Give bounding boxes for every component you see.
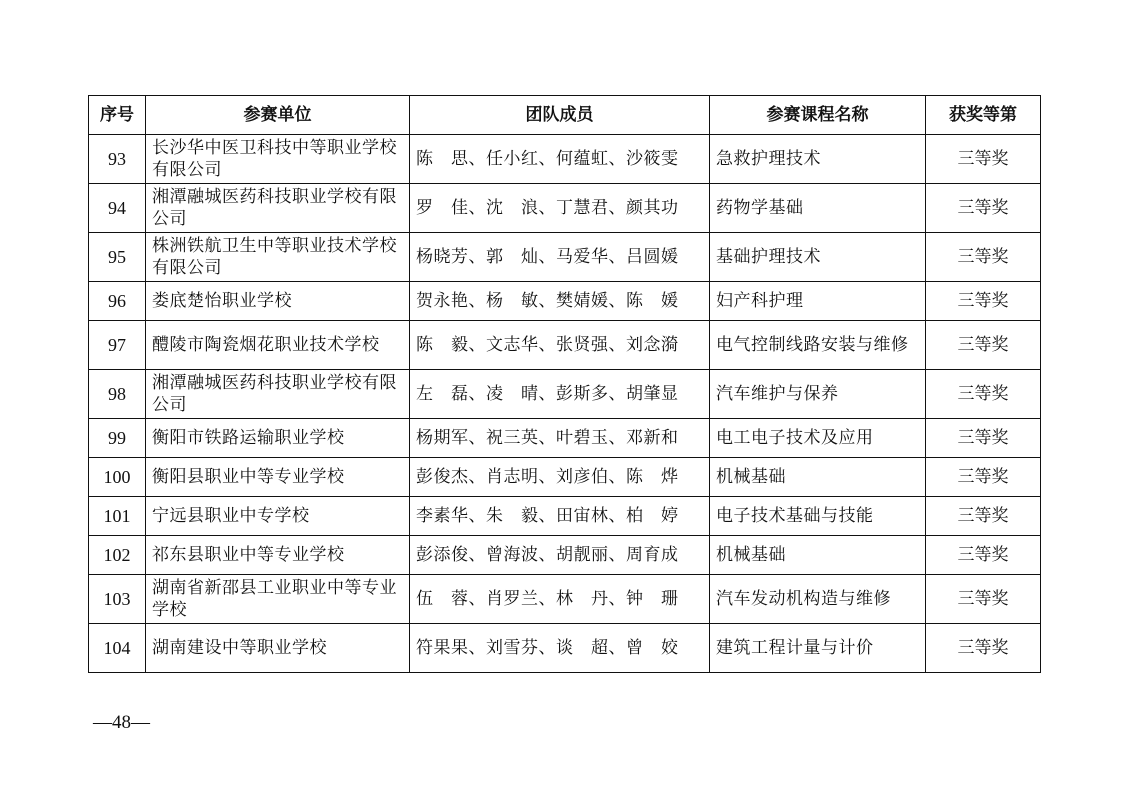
cell-unit: 衡阳市铁路运输职业学校 bbox=[146, 419, 410, 458]
table-row bbox=[89, 536, 1041, 575]
cell-unit: 宁远县职业中专学校 bbox=[146, 497, 410, 536]
table-row bbox=[89, 135, 1041, 184]
cell-team: 伍 蓉、肖罗兰、林 丹、钟 珊 bbox=[410, 575, 710, 624]
cell-no: 104 bbox=[89, 624, 146, 673]
cell-award: 三等奖 bbox=[926, 370, 1041, 419]
cell-team: 左 磊、凌 晴、彭斯多、胡肇显 bbox=[410, 370, 710, 419]
cell-team: 陈 毅、文志华、张贤强、刘念漪 bbox=[410, 321, 710, 370]
page-number: —48— bbox=[93, 712, 150, 733]
cell-team: 李素华、朱 毅、田宙林、柏 婷 bbox=[410, 497, 710, 536]
cell-unit: 湖南省新邵县工业职业中等专业学校 bbox=[146, 575, 410, 624]
cell-award: 三等奖 bbox=[926, 419, 1041, 458]
table-row bbox=[89, 624, 1041, 673]
cell-course: 急救护理技术 bbox=[710, 135, 926, 184]
cell-course: 电工电子技术及应用 bbox=[710, 419, 926, 458]
cell-unit: 长沙华中医卫科技中等职业学校有限公司 bbox=[146, 135, 410, 184]
cell-team: 彭添俊、曾海波、胡靓丽、周育成 bbox=[410, 536, 710, 575]
cell-award: 三等奖 bbox=[926, 233, 1041, 282]
cell-award: 三等奖 bbox=[926, 624, 1041, 673]
cell-unit: 湘潭融城医药科技职业学校有限公司 bbox=[146, 370, 410, 419]
table-row bbox=[89, 370, 1041, 419]
cell-no: 97 bbox=[89, 321, 146, 370]
cell-team: 杨期军、祝三英、叶碧玉、邓新和 bbox=[410, 419, 710, 458]
header-course: 参赛课程名称 bbox=[710, 96, 926, 135]
table-row bbox=[89, 575, 1041, 624]
cell-award: 三等奖 bbox=[926, 497, 1041, 536]
table-row bbox=[89, 184, 1041, 233]
cell-no: 94 bbox=[89, 184, 146, 233]
cell-course: 基础护理技术 bbox=[710, 233, 926, 282]
cell-no: 102 bbox=[89, 536, 146, 575]
cell-unit: 湘潭融城医药科技职业学校有限公司 bbox=[146, 184, 410, 233]
header-row bbox=[89, 96, 1041, 135]
cell-no: 99 bbox=[89, 419, 146, 458]
table-row bbox=[89, 497, 1041, 536]
header-team: 团队成员 bbox=[410, 96, 710, 135]
cell-unit: 祁东县职业中等专业学校 bbox=[146, 536, 410, 575]
cell-unit: 衡阳县职业中等专业学校 bbox=[146, 458, 410, 497]
cell-course: 汽车发动机构造与维修 bbox=[710, 575, 926, 624]
cell-course: 妇产科护理 bbox=[710, 282, 926, 321]
header-unit: 参赛单位 bbox=[146, 96, 410, 135]
cell-no: 101 bbox=[89, 497, 146, 536]
cell-no: 93 bbox=[89, 135, 146, 184]
table-body bbox=[89, 135, 1041, 673]
cell-course: 汽车维护与保养 bbox=[710, 370, 926, 419]
cell-course: 建筑工程计量与计价 bbox=[710, 624, 926, 673]
cell-award: 三等奖 bbox=[926, 458, 1041, 497]
award-table bbox=[88, 95, 1041, 673]
cell-no: 100 bbox=[89, 458, 146, 497]
cell-course: 机械基础 bbox=[710, 536, 926, 575]
cell-unit: 株洲铁航卫生中等职业技术学校有限公司 bbox=[146, 233, 410, 282]
cell-team: 符果果、刘雪芬、谈 超、曾 姣 bbox=[410, 624, 710, 673]
table-row bbox=[89, 282, 1041, 321]
cell-no: 98 bbox=[89, 370, 146, 419]
cell-course: 机械基础 bbox=[710, 458, 926, 497]
table-header bbox=[89, 96, 1041, 135]
cell-no: 95 bbox=[89, 233, 146, 282]
cell-unit: 娄底楚怡职业学校 bbox=[146, 282, 410, 321]
cell-unit: 湖南建设中等职业学校 bbox=[146, 624, 410, 673]
cell-team: 贺永艳、杨 敏、樊婧媛、陈 媛 bbox=[410, 282, 710, 321]
cell-course: 药物学基础 bbox=[710, 184, 926, 233]
cell-unit: 醴陵市陶瓷烟花职业技术学校 bbox=[146, 321, 410, 370]
table-row bbox=[89, 233, 1041, 282]
cell-course: 电子技术基础与技能 bbox=[710, 497, 926, 536]
table-row bbox=[89, 458, 1041, 497]
cell-award: 三等奖 bbox=[926, 321, 1041, 370]
cell-team: 杨晓芳、郭 灿、马爱华、吕圆媛 bbox=[410, 233, 710, 282]
header-award: 获奖等第 bbox=[926, 96, 1041, 135]
cell-award: 三等奖 bbox=[926, 575, 1041, 624]
cell-award: 三等奖 bbox=[926, 184, 1041, 233]
header-no: 序号 bbox=[89, 96, 146, 135]
cell-no: 96 bbox=[89, 282, 146, 321]
table-row bbox=[89, 419, 1041, 458]
cell-award: 三等奖 bbox=[926, 282, 1041, 321]
cell-no: 103 bbox=[89, 575, 146, 624]
cell-award: 三等奖 bbox=[926, 135, 1041, 184]
cell-team: 罗 佳、沈 浪、丁慧君、颜其功 bbox=[410, 184, 710, 233]
cell-course: 电气控制线路安装与维修 bbox=[710, 321, 926, 370]
cell-team: 陈 思、任小红、何蕴虹、沙筱雯 bbox=[410, 135, 710, 184]
cell-team: 彭俊杰、肖志明、刘彦伯、陈 烨 bbox=[410, 458, 710, 497]
cell-award: 三等奖 bbox=[926, 536, 1041, 575]
table-row bbox=[89, 321, 1041, 370]
